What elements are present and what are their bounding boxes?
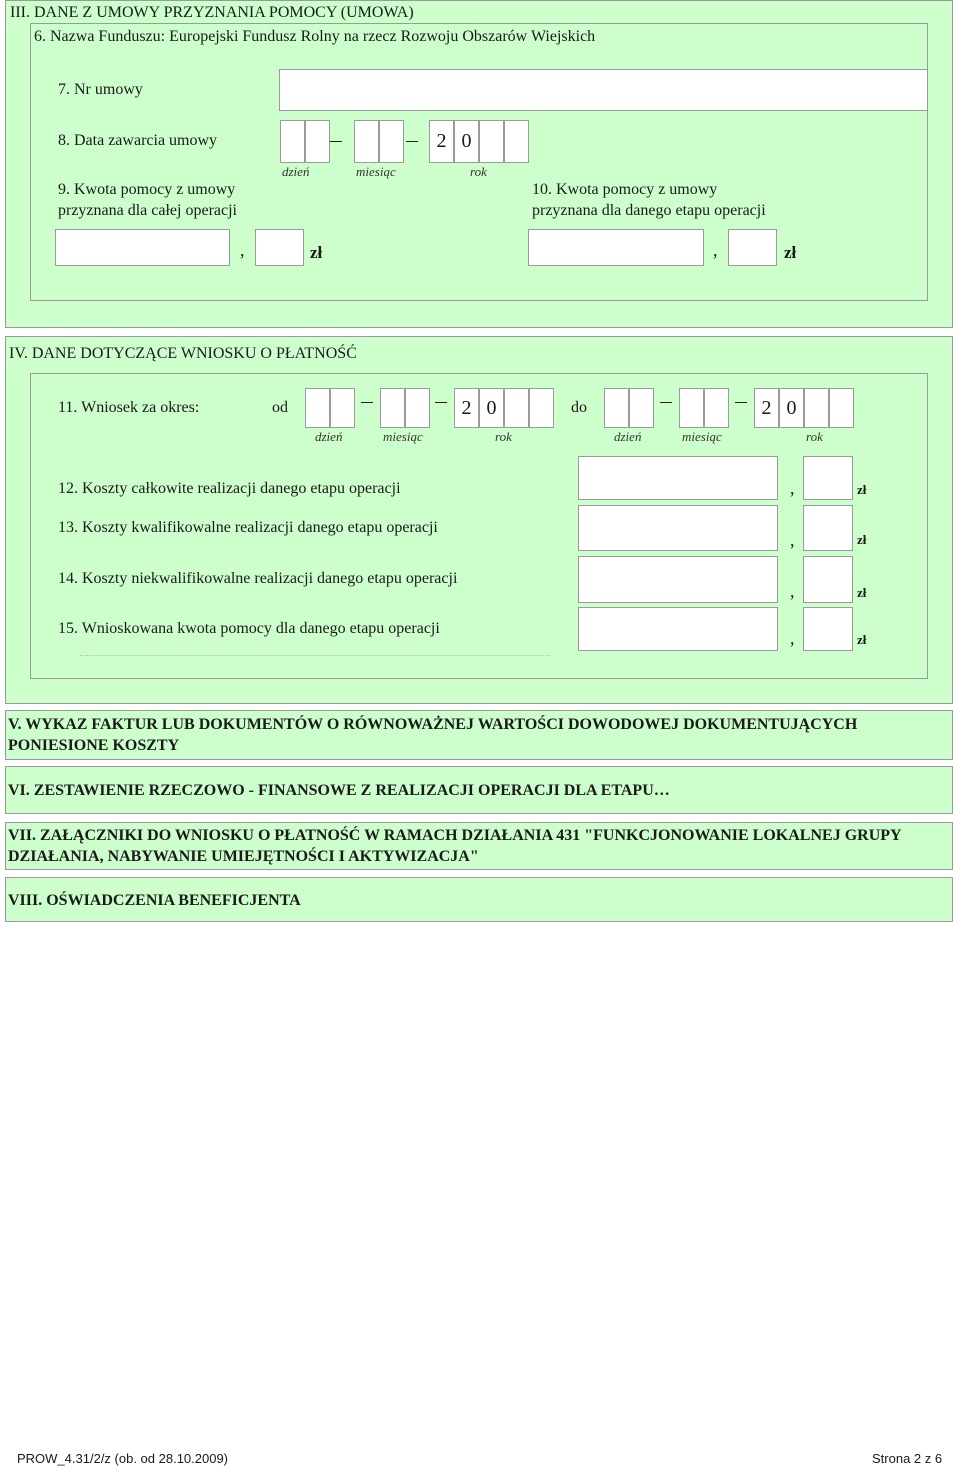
period-from-year-3[interactable]	[504, 388, 529, 428]
period-to-day-2[interactable]	[629, 388, 654, 428]
period-from-year-4[interactable]	[529, 388, 554, 428]
section-3-title: III. DANE Z UMOWY PRZYZNANIA POMOCY (UMOWA)	[10, 4, 414, 21]
hint-year: rok	[806, 429, 823, 444]
hint-day: dzień	[282, 164, 310, 179]
section-7-title: VII. ZAŁĄCZNIKI DO WNIOSKU O PŁATNOŚĆ W RAMACH DZIAŁANIA 431 "FUNKCJONOWANIE LOKALNEJ GRUPY DZIAŁANIA, NABYWANIE UMIEJĘTNOŚCI I AKTYWIZACJA"	[8, 827, 901, 865]
cost-eligible-decimal-field[interactable]	[803, 505, 853, 551]
contract-date-label: 8. Data zawarcia umowy	[58, 132, 218, 149]
period-to-month-1[interactable]	[679, 388, 704, 428]
cost-ineligible-label: 14. Koszty niekwalifikowalne realizacji danego etapu operacji	[58, 570, 458, 587]
amount-total-integer-field[interactable]	[55, 229, 230, 266]
section-6-title: VI. ZESTAWIENIE RZECZOWO - FINANSOWE Z REALIZACJI OPERACJI DLA ETAPU…	[8, 782, 670, 799]
period-from-year-1[interactable]: 2	[454, 388, 479, 428]
amount-total-label-1: 9. Kwota pomocy z umowy	[58, 181, 236, 198]
contract-date-year-1[interactable]: 2	[429, 120, 454, 163]
currency-label: zł	[857, 482, 867, 497]
period-to-year-4[interactable]	[829, 388, 854, 428]
period-from-day-1[interactable]	[305, 388, 330, 428]
decimal-comma: ,	[790, 530, 795, 550]
requested-amount-label: 15. Wnioskowana kwota pomocy dla danego etapu operacji	[58, 620, 440, 637]
cost-eligible-label: 13. Koszty kwalifikowalne realizacji danego etapu operacji	[58, 519, 438, 536]
period-from-label: od	[272, 399, 288, 416]
period-label: 11. Wniosek za okres:	[58, 399, 200, 416]
amount-total-decimal-field[interactable]	[255, 229, 304, 266]
cost-total-integer-field[interactable]	[578, 456, 778, 500]
decimal-comma: ,	[790, 478, 795, 498]
period-to-year-1[interactable]: 2	[754, 388, 779, 428]
currency-label: zł	[784, 243, 797, 262]
period-to-day-1[interactable]	[604, 388, 629, 428]
period-to-label: do	[571, 399, 587, 416]
amount-stage-label-2: przyznana dla danego etapu operacji	[532, 202, 766, 219]
form-code: PROW_4.31/2/z (ob. od 28.10.2009)	[17, 1451, 229, 1466]
period-to-month-2[interactable]	[704, 388, 729, 428]
contract-date-year-2[interactable]: 0	[454, 120, 479, 163]
decimal-comma: ,	[790, 581, 795, 601]
currency-label: zł	[857, 632, 867, 647]
amount-stage-decimal-field[interactable]	[728, 229, 777, 266]
amount-stage-label-1: 10. Kwota pomocy z umowy	[532, 181, 718, 198]
decimal-comma: ,	[790, 628, 795, 648]
date-separator	[406, 141, 418, 142]
hint-month: miesiąc	[356, 164, 396, 179]
cost-total-decimal-field[interactable]	[803, 456, 853, 500]
page-number: Strona 2 z 6	[872, 1451, 943, 1466]
decimal-comma: ,	[713, 240, 718, 260]
contract-date-month-2[interactable]	[379, 120, 404, 163]
hint-year: rok	[470, 164, 487, 179]
cost-ineligible-decimal-field[interactable]	[803, 556, 853, 603]
period-from-day-2[interactable]	[330, 388, 355, 428]
contract-date-month-1[interactable]	[354, 120, 379, 163]
cost-total-label: 12. Koszty całkowite realizacji danego etapu operacji	[58, 480, 401, 497]
decimal-comma: ,	[240, 240, 245, 260]
period-from-month-1[interactable]	[380, 388, 405, 428]
cost-ineligible-integer-field[interactable]	[578, 556, 778, 603]
contract-no-field[interactable]	[279, 69, 928, 111]
hint-day: dzień	[315, 429, 343, 444]
section-5-title: V. WYKAZ FAKTUR LUB DOKUMENTÓW O RÓWNOWAŻNEJ WARTOŚCI DOWODOWEJ DOKUMENTUJĄCYCH PONIESIONE KOSZTY	[8, 716, 858, 754]
currency-label: zł	[857, 585, 867, 600]
fund-label: 6. Nazwa Funduszu: Europejski Fundusz Rolny na rzecz Rozwoju Obszarów Wiejskich	[34, 28, 596, 45]
section-8-title: VIII. OŚWIADCZENIA BENEFICJENTA	[8, 892, 301, 909]
hint-year: rok	[495, 429, 512, 444]
date-separator	[330, 141, 342, 142]
date-separator	[735, 402, 747, 403]
amount-stage-integer-field[interactable]	[528, 229, 704, 266]
date-separator	[435, 402, 447, 403]
contract-no-label: 7. Nr umowy	[58, 81, 143, 98]
contract-date-day-2[interactable]	[305, 120, 330, 163]
contract-date-year-4[interactable]	[504, 120, 529, 163]
requested-amount-underline	[80, 655, 550, 656]
amount-total-label-2: przyznana dla całej operacji	[58, 202, 237, 219]
date-separator	[660, 402, 672, 403]
cost-eligible-integer-field[interactable]	[578, 505, 778, 551]
hint-month: miesiąc	[383, 429, 423, 444]
period-from-year-2[interactable]: 0	[479, 388, 504, 428]
hint-day: dzień	[614, 429, 642, 444]
requested-amount-decimal-field[interactable]	[803, 607, 853, 651]
requested-amount-integer-field[interactable]	[578, 607, 778, 651]
currency-label: zł	[857, 532, 867, 547]
section-4-title: IV. DANE DOTYCZĄCE WNIOSKU O PŁATNOŚĆ	[9, 345, 357, 362]
period-from-month-2[interactable]	[405, 388, 430, 428]
date-separator	[361, 402, 373, 403]
period-to-year-3[interactable]	[804, 388, 829, 428]
currency-label: zł	[310, 243, 323, 262]
contract-date-day-1[interactable]	[280, 120, 305, 163]
period-to-year-2[interactable]: 0	[779, 388, 804, 428]
hint-month: miesiąc	[682, 429, 722, 444]
contract-date-year-3[interactable]	[479, 120, 504, 163]
